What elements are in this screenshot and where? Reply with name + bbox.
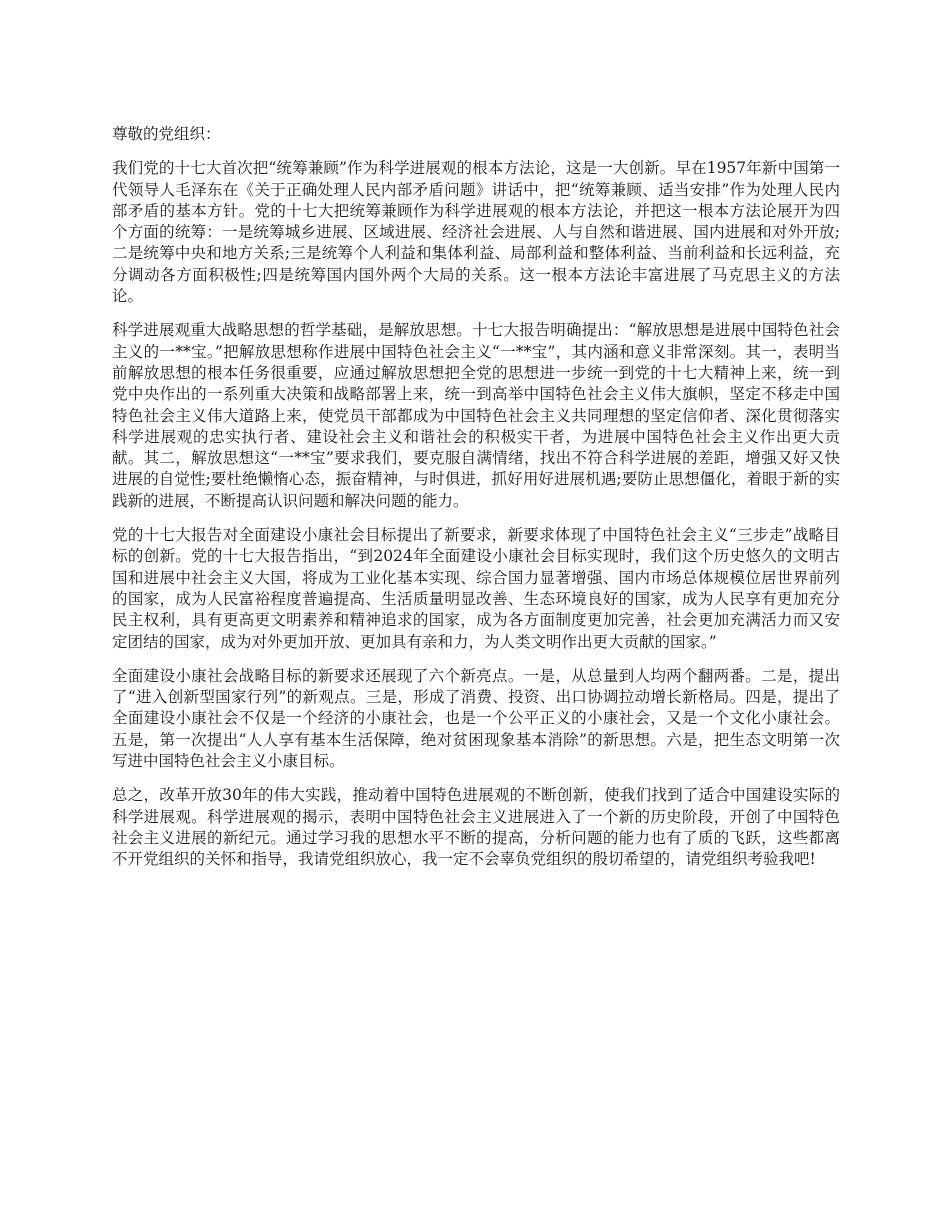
paragraph-2: 科学进展观重大战略思想的哲学基础，是解放思想。十七大报告明确提出：“解放思想是进展中国特色社会主义的一**宝。”把解放思想称作进展中国特色社会主义“一**宝”，其内涵和意义非常深刻。其一，表明当前解放思想的根本任务很重要，应通过解放思想把全党的思想进一步统一到党的十七大精神上来，统一到党中央作出的一系列重大决策和战略部署上来，统一到高举中国特色社会主义伟大旗帜，坚定不移走中国特色社会主义伟大道路上来，使党员干部都成为中国特色社会主义共同理想的坚定信仰者、深化贯彻落实科学进展观的忠实执行者、建设社会主义和谐社会的积极实干者，为进展中国特色社会主义作出更大贡献。其二，解放思想这“一**宝”要求我们，要克服自满情绪，找出不符合科学进展的差距，增强又好又快进展的自觉性;要杜绝懒惰心态，振奋精神，与时俱进，抓好用好进展机遇;要防止思想僵化，着眼于新的实践新的进展，不断提高认识问题和解决问题的能力。	[112, 321, 840, 510]
paragraph-4: 全面建设小康社会战略目标的新要求还展现了六个新亮点。一是，从总量到人均两个翻两番。二是，提出了“进入创新型国家行列”的新观点。三是，形成了消费、投资、出口协调拉动增长新格局。四是，提出了全面建设小康社会不仅是一个经济的小康社会，也是一个公平正义的小康社会，又是一个文化小康社会。五是，第一次提出“人人享有基本生活保障，绝对贫困现象基本消除”的新思想。六是，把生态文明第一次写进中国特色社会主义小康目标。	[112, 666, 840, 771]
paragraph-3: 党的十七大报告对全面建设小康社会目标提出了新要求，新要求体现了中国特色社会主义“三步走”战略目标的创新。党的十七大报告指出，“到2024年全面建设小康社会目标实现时，我们这个历史悠久的文明古国和进展中社会主义大国，将成为工业化基本实现、综合国力显著增强、国内市场总体规模位居世界前列的国家，成为人民富裕程度普遍提高、生活质量明显改善、生态环境良好的国家，成为人民享有更加充分民主权利，具有更高更文明素养和精神追求的国家，成为各方面制度更加完善，社会更加充满活力而又安定团结的国家，成为对外更加开放、更加具有亲和力，为人类文明作出更大贡献的国家。”	[112, 526, 840, 651]
paragraph-5: 总之，改革开放30年的伟大实践，推动着中国特色进展观的不断创新，使我们找到了适合中国建设实际的科学进展观。科学进展观的揭示，表明中国特色社会主义进展进入了一个新的历史阶段，开创了中国特色社会主义进展的新纪元。通过学习我的思想水平不断的提高，分析问题的能力也有了质的飞跃，这些都离不开党组织的关怀和指导，我请党组织放心，我一定不会辜负党组织的殷切希望的，请党组织考验我吧!	[112, 786, 840, 869]
paragraph-1: 我们党的十七大首次把“统筹兼顾”作为科学进展观的根本方法论，这是一大创新。早在1957年新中国第一代领导人毛泽东在《关于正确处理人民内部矛盾问题》讲话中，把“统筹兼顾、适当安排”作为处理人民内部矛盾的基本方针。党的十七大把统筹兼顾作为科学进展观的根本方法论，并把这一根本方法论展开为四个方面的统筹：一是统筹城乡进展、区域进展、经济社会进展、人与自然和谐进展、国内进展和对外开放;二是统筹中央和地方关系;三是统筹个人利益和集体利益、局部利益和整体利益、当前利益和长远利益，充分调动各方面积极性;四是统筹国内国外两个大局的关系。这一根本方法论丰富进展了马克思主义的方法论。	[112, 159, 840, 306]
salutation: 尊敬的党组织：	[112, 125, 221, 143]
document-body	[112, 124, 840, 884]
